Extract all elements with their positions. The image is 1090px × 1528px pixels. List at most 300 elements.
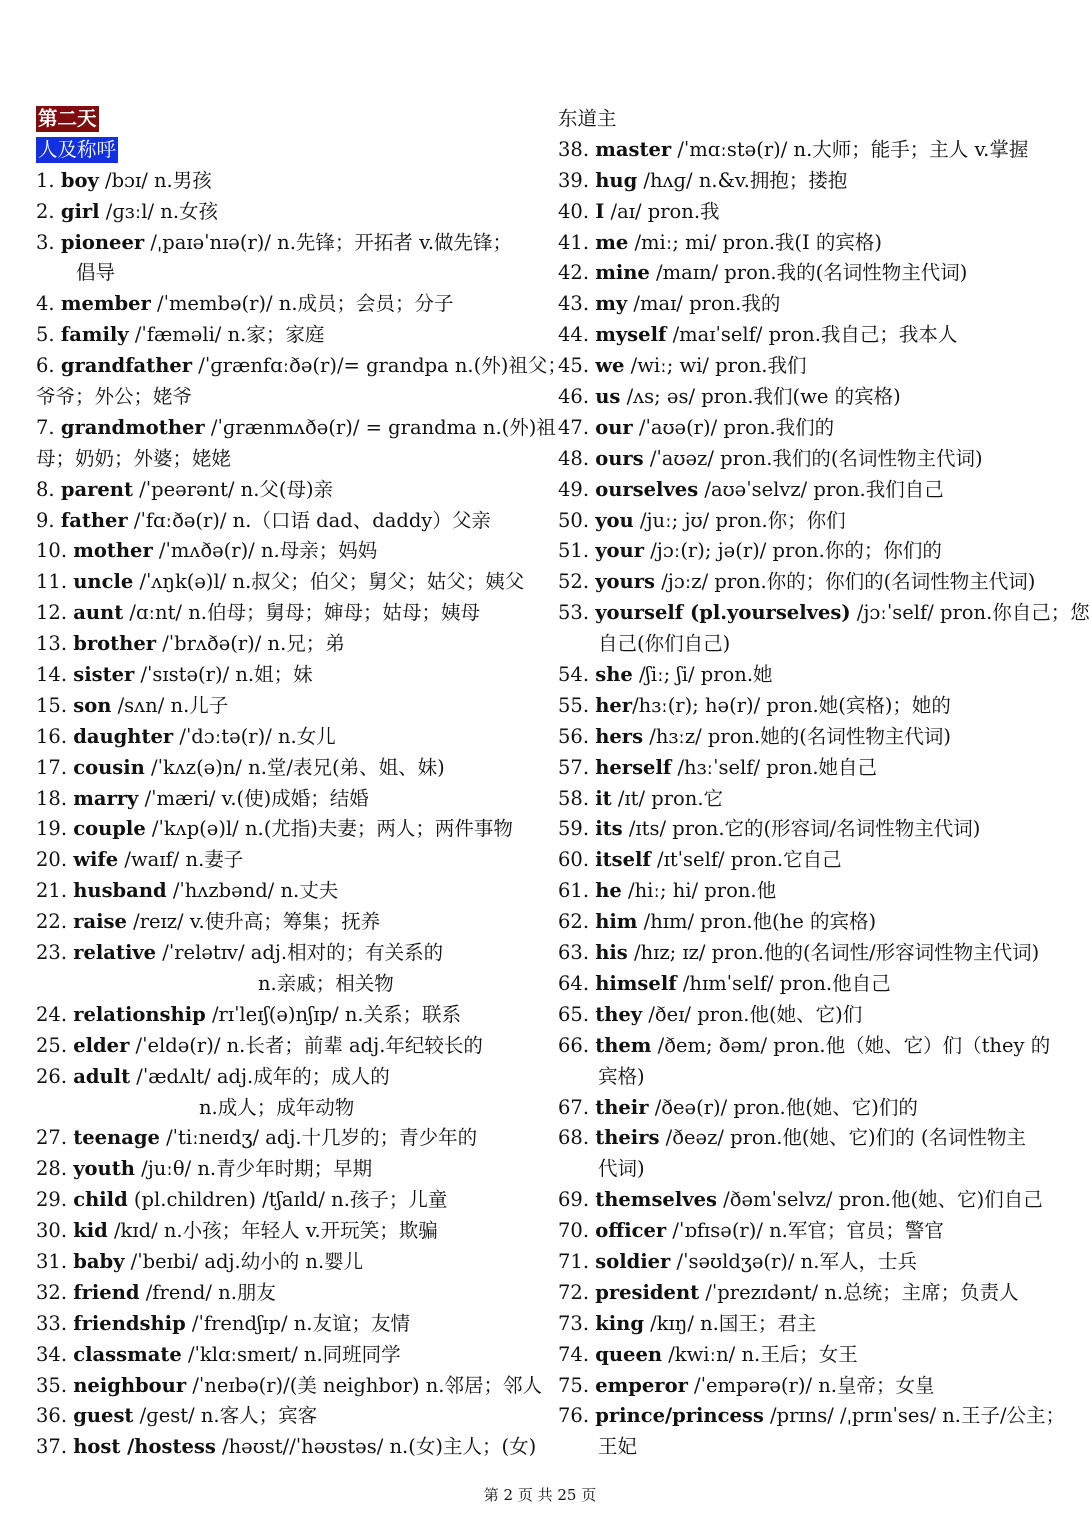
vocab-entry xyxy=(36,1247,541,1278)
entry-definition: /hɜːz/ pron.她的(名词性物主代词) xyxy=(643,724,951,748)
entry-definition: /ˈmʌðə(r)/ n.母亲；妈妈 xyxy=(152,539,378,563)
continuation-text: n.亲戚；相关物 xyxy=(258,971,394,995)
entry-continuation xyxy=(36,1093,541,1124)
entry-word: president xyxy=(595,1280,700,1304)
entry-definition: /ˈɡrænmʌðə(r)/ = grandma n.(外)祖 xyxy=(204,415,556,439)
entry-definition: /ˈaʊəz/ pron.我们的(名词性物主代词) xyxy=(643,446,983,470)
entry-definition: /ˈaʊə(r)/ pron.我们的 xyxy=(632,415,835,439)
entry-definition: /hʌɡ/ n.&v.拥抱；搂抱 xyxy=(637,168,848,192)
entry-number: 2. xyxy=(36,199,61,223)
entry-definition: /ˈmɑːstə(r)/ n.大师；能手；主人 v.掌握 xyxy=(671,137,1029,161)
entry-definition: /sʌn/ n.儿子 xyxy=(111,693,229,717)
entry-definition: /reɪz/ v.使升高；筹集；抚养 xyxy=(126,910,381,934)
entry-continuation xyxy=(36,382,541,413)
entry-definition: /wiː; wi/ pron.我们 xyxy=(624,354,807,378)
entry-definition: /ˈrelətɪv/ adj.相对的；有关系的 xyxy=(156,941,444,965)
entry-word: him xyxy=(595,910,638,934)
entry-number: 22. xyxy=(36,910,74,934)
entry-word: baby xyxy=(73,1249,125,1273)
vocab-entry xyxy=(558,475,1058,506)
entry-definition: /ˈmembə(r)/ n.成员；会员；分子 xyxy=(150,292,454,316)
entry-definition: /ˈfæməli/ n.家；家庭 xyxy=(128,323,325,347)
vocab-entry xyxy=(36,289,541,320)
entry-number: 36. xyxy=(36,1404,74,1428)
entry-word: mine xyxy=(595,261,650,285)
entry-word: queen xyxy=(595,1342,663,1366)
entry-definition: /ˈbeɪbi/ adj.幼小的 n.婴儿 xyxy=(124,1249,364,1273)
entry-number: 52. xyxy=(558,570,596,594)
vocab-entry xyxy=(558,135,1058,166)
vocab-entry xyxy=(36,1340,541,1371)
entry-definition: /ðeɪ/ pron.他(她、它)们 xyxy=(642,1002,863,1026)
entry-definition: /juː; jʊ/ pron.你；你们 xyxy=(633,508,846,532)
entry-word: uncle xyxy=(73,570,134,594)
entry-number: 64. xyxy=(558,971,596,995)
vocab-entry xyxy=(558,845,1058,876)
entry-definition: /maɪ/ pron.我的 xyxy=(627,292,781,316)
entry-number: 8. xyxy=(36,477,61,501)
entry-number: 66. xyxy=(558,1033,596,1057)
entry-word: raise xyxy=(73,910,127,934)
entry-word: they xyxy=(595,1002,643,1026)
entry-word: youth xyxy=(73,1157,135,1181)
entry-number: 1. xyxy=(36,168,61,192)
vocab-entry xyxy=(558,907,1058,938)
vocab-entry xyxy=(558,1371,1058,1402)
entry-number: 3. xyxy=(36,230,61,254)
continuation-text: 东道主 xyxy=(558,107,617,130)
entry-word: prince/princess xyxy=(595,1404,764,1428)
entry-definition: /ðeə(r)/ pron.他(她、它)们的 xyxy=(648,1095,918,1119)
entry-word: we xyxy=(595,354,625,378)
entry-definition: /ɪt/ pron.它 xyxy=(611,786,724,810)
entry-word: host /hostess xyxy=(73,1435,216,1459)
entry-word: myself xyxy=(595,323,667,347)
vocab-entry xyxy=(558,413,1058,444)
entry-definition: /maɪn/ pron.我的(名词性物主代词) xyxy=(649,261,968,285)
vocab-entry xyxy=(558,753,1058,784)
continuation-text: 代词) xyxy=(598,1157,645,1181)
entry-number: 53. xyxy=(558,601,596,625)
vocab-entry xyxy=(558,691,1058,722)
vocab-entry xyxy=(36,722,541,753)
vocab-entry xyxy=(36,166,541,197)
entry-number: 37. xyxy=(36,1435,74,1459)
entry-word: classmate xyxy=(73,1342,182,1366)
entry-definition: /kɪd/ n.小孩；年轻人 v.开玩笑；欺骗 xyxy=(107,1219,438,1243)
entry-number: 62. xyxy=(558,910,596,934)
entry-definition: /ˈsəʊldʒə(r)/ n.军人，士兵 xyxy=(670,1249,917,1273)
entry-number: 46. xyxy=(558,385,596,409)
entry-definition: /rɪˈleɪʃ(ə)nʃɪp/ n.关系；联系 xyxy=(205,1002,462,1026)
entry-word: it xyxy=(595,786,612,810)
entry-word: ours xyxy=(595,446,644,470)
entry-number: 19. xyxy=(36,817,74,841)
entry-word: you xyxy=(595,508,634,532)
vocab-entry xyxy=(558,1278,1058,1309)
entry-definition: /ˈkʌz(ə)n/ n.堂/表兄(弟、姐、妹) xyxy=(144,755,445,779)
entry-definition: /hiː; hi/ pron.他 xyxy=(621,879,777,903)
entry-number: 11. xyxy=(36,570,74,594)
vocab-entry xyxy=(558,1123,1058,1154)
vocab-entry xyxy=(36,351,567,382)
entry-definition: /ʃiː; ʃi/ pron.她 xyxy=(632,663,773,687)
entry-word: parent xyxy=(60,477,133,501)
entry-number: 33. xyxy=(36,1311,74,1335)
vocab-entry xyxy=(558,969,1058,1000)
entry-number: 61. xyxy=(558,879,596,903)
entry-word: theirs xyxy=(595,1126,660,1150)
entry-number: 4. xyxy=(36,292,61,316)
entry-definition: /hɪmˈself/ pron.他自己 xyxy=(676,971,891,995)
entry-word: member xyxy=(60,292,151,316)
right-column xyxy=(558,104,1090,1463)
entry-word: adult xyxy=(73,1064,131,1088)
entry-word: herself xyxy=(595,755,672,779)
entry-continuation xyxy=(558,1432,1058,1463)
entry-definition: /ɪtˈself/ pron.它自己 xyxy=(650,848,842,872)
entry-word: yours xyxy=(595,570,655,594)
continuation-text: 母；奶奶；外婆；姥姥 xyxy=(36,446,232,470)
entry-definition: /ðəmˈselvz/ pron.他(她、它)们自己 xyxy=(716,1188,1043,1212)
entry-word: sister xyxy=(73,663,135,687)
continuation-text: 宾格) xyxy=(598,1064,645,1088)
entry-definition: /maɪˈself/ pron.我自己；我本人 xyxy=(666,323,958,347)
entry-word: itself xyxy=(595,848,651,872)
entry-number: 48. xyxy=(558,446,596,470)
entry-number: 70. xyxy=(558,1219,596,1243)
entry-number: 38. xyxy=(558,137,596,161)
entry-word: mother xyxy=(73,539,153,563)
entry-word: brother xyxy=(73,632,156,656)
entry-word: his xyxy=(595,941,628,965)
entry-number: 13. xyxy=(36,632,74,656)
entry-word: relationship xyxy=(73,1002,206,1026)
entry-number: 45. xyxy=(558,354,596,378)
entry-definition: /ðem; ðəm/ pron.他（她、它）们（they 的 xyxy=(651,1033,1051,1057)
entry-number: 10. xyxy=(36,539,74,563)
vocab-entry xyxy=(36,1401,541,1432)
entry-word: marry xyxy=(73,786,139,810)
entry-word: I xyxy=(595,199,605,223)
vocab-entry xyxy=(36,814,541,845)
entry-word: neighbour xyxy=(73,1373,187,1397)
vocab-entry xyxy=(558,660,1058,691)
vocab-entry xyxy=(558,938,1058,969)
entry-number: 9. xyxy=(36,508,61,532)
vocab-entry xyxy=(36,660,541,691)
vocab-entry xyxy=(558,814,1058,845)
left-column xyxy=(36,104,567,1463)
entry-definition: /ʌs; əs/ pron.我们(we 的宾格) xyxy=(620,385,901,409)
entry-word: soldier xyxy=(595,1249,671,1273)
entry-word: her xyxy=(595,693,633,717)
entry-definition: /jɔːˈself/ pron.你自己；您 xyxy=(850,601,1090,625)
entry-definition: /ˈhʌzbənd/ n.丈夫 xyxy=(166,879,339,903)
entry-word: couple xyxy=(73,817,146,841)
vocab-entry xyxy=(558,1031,1058,1062)
entry-number: 44. xyxy=(558,323,596,347)
entry-word: themselves xyxy=(595,1188,717,1212)
entry-definition: /ˈædʌlt/ adj.成年的；成人的 xyxy=(130,1064,390,1088)
vocab-entry xyxy=(36,413,556,444)
entry-number: 71. xyxy=(558,1249,596,1273)
entry-word: our xyxy=(595,415,633,439)
entry-word: teenage xyxy=(73,1126,160,1150)
entry-number: 49. xyxy=(558,477,596,501)
entry-word: master xyxy=(595,137,672,161)
entry-number: 5. xyxy=(36,323,61,347)
entry-number: 76. xyxy=(558,1404,596,1428)
entry-number: 29. xyxy=(36,1188,74,1212)
entry-number: 69. xyxy=(558,1188,596,1212)
entry-number: 41. xyxy=(558,230,596,254)
entry-word: yourself (pl.yourselves) xyxy=(595,601,851,625)
entry-number: 58. xyxy=(558,786,596,810)
entry-definition: /jɔː(r); jə(r)/ pron.你的；你们的 xyxy=(644,539,942,563)
vocab-entry xyxy=(558,876,1058,907)
entry-definition: /ɪts/ pron.它的(形容词/名词性物主代词) xyxy=(622,817,981,841)
entry-number: 72. xyxy=(558,1280,596,1304)
entry-word: girl xyxy=(60,199,100,223)
vocab-entry xyxy=(558,722,1058,753)
entry-continuation xyxy=(36,444,541,475)
vocab-entry xyxy=(36,1062,541,1093)
entry-continuation xyxy=(36,258,541,289)
section-title-row xyxy=(36,135,541,166)
entry-definition: /ˈtiːneɪdʒ/ adj.十几岁的；青少年的 xyxy=(159,1126,478,1150)
entry-number: 30. xyxy=(36,1219,74,1243)
entry-number: 27. xyxy=(36,1126,74,1150)
entry-number: 32. xyxy=(36,1280,74,1304)
entry-number: 43. xyxy=(558,292,596,316)
entry-definition: /ˈfrendʃɪp/ n.友谊；友情 xyxy=(185,1311,411,1335)
vocab-entry xyxy=(36,320,541,351)
entry-definition: /miː; mi/ pron.我(I 的宾格) xyxy=(628,230,883,254)
entry-word: boy xyxy=(60,168,99,192)
vocab-entry xyxy=(36,691,541,722)
vocab-entry xyxy=(36,197,541,228)
entry-definition: /bɔɪ/ n.男孩 xyxy=(98,168,212,192)
entry-word: me xyxy=(595,230,629,254)
entry-number: 67. xyxy=(558,1095,596,1119)
vocab-entry xyxy=(36,1185,541,1216)
entry-definition: /ɡɜːl/ n.女孩 xyxy=(99,199,219,223)
entry-number: 63. xyxy=(558,941,596,965)
entry-word: family xyxy=(60,323,129,347)
entry-number: 50. xyxy=(558,508,596,532)
entry-definition: /ˈpeərənt/ n.父(母)亲 xyxy=(132,477,334,501)
entry-definition: /kwiːn/ n.王后；女王 xyxy=(662,1342,858,1366)
entry-continuation xyxy=(558,629,1058,660)
vocab-entry xyxy=(558,228,1058,259)
entry-word: them xyxy=(595,1033,652,1057)
entry-word: grandfather xyxy=(60,354,193,378)
entry-continuation xyxy=(558,104,1058,135)
entry-number: 68. xyxy=(558,1126,596,1150)
entry-definition: /ˈkʌp(ə)l/ n.(尤指)夫妻；两人；两件事物 xyxy=(145,817,513,841)
vocab-entry xyxy=(36,1000,541,1031)
entry-number: 35. xyxy=(36,1373,74,1397)
vocab-entry xyxy=(558,1401,1066,1432)
continuation-text: 倡导 xyxy=(76,261,116,285)
entry-definition: /hɜː(r); hə(r)/ pron.她(宾格)；她的 xyxy=(632,693,951,717)
entry-definition: /ˈɡrænfɑːðə(r)/= grandpa n.(外)祖父； xyxy=(192,354,567,378)
entry-word: he xyxy=(595,879,622,903)
entry-definition: /kɪŋ/ n.国王；君主 xyxy=(643,1311,817,1335)
vocab-entry xyxy=(558,166,1058,197)
entry-number: 51. xyxy=(558,539,596,563)
entry-number: 24. xyxy=(36,1002,74,1026)
entry-word: son xyxy=(73,693,112,717)
vocab-entry xyxy=(558,320,1058,351)
vocab-entry xyxy=(36,1123,541,1154)
entry-word: child xyxy=(73,1188,128,1212)
entry-definition: /aɪ/ pron.我 xyxy=(604,199,720,223)
day-title-row xyxy=(36,104,541,135)
continuation-text: 王妃 xyxy=(598,1435,638,1459)
vocab-entry xyxy=(36,753,541,784)
entry-word: us xyxy=(595,385,621,409)
vocab-entry xyxy=(36,1031,541,1062)
entry-number: 65. xyxy=(558,1002,596,1026)
entry-definition: /ɑːnt/ n.伯母；舅母；婶母；姑母；姨母 xyxy=(123,601,480,625)
continuation-text: n.成人；成年动物 xyxy=(199,1095,355,1119)
entry-word: elder xyxy=(73,1033,130,1057)
entry-definition: /ˈempərə(r)/ n.皇帝；女皇 xyxy=(687,1373,935,1397)
entry-definition: /jɔːz/ pron.你的；你们的(名词性物主代词) xyxy=(655,570,1036,594)
entry-word: relative xyxy=(73,941,157,965)
entry-word: your xyxy=(595,539,645,563)
entry-definition: /hɜːˈself/ pron.她自己 xyxy=(671,755,878,779)
vocab-entry xyxy=(36,1371,541,1402)
entry-number: 23. xyxy=(36,941,74,965)
vocab-entry xyxy=(558,197,1058,228)
vocab-entry xyxy=(558,567,1058,598)
vocab-entry xyxy=(36,567,541,598)
entry-definition: /hɪm/ pron.他(he 的宾格) xyxy=(637,910,877,934)
entry-number: 7. xyxy=(36,415,61,439)
entry-definition: /aʊəˈselvz/ pron.我们自己 xyxy=(698,477,944,501)
entry-number: 12. xyxy=(36,601,74,625)
vocab-entry xyxy=(36,907,541,938)
vocab-entry xyxy=(558,382,1058,413)
entry-definition: /ˌpaɪəˈnɪə(r)/ n.先锋；开拓者 v.做先锋； xyxy=(144,230,513,254)
entry-number: 25. xyxy=(36,1033,74,1057)
entry-number: 31. xyxy=(36,1249,74,1273)
vocab-entry xyxy=(36,938,541,969)
entry-word: its xyxy=(595,817,623,841)
entry-definition: /ðeəz/ pron.他(她、它)们的 (名词性物主 xyxy=(659,1126,1026,1150)
entry-definition: /ˈklɑːsmeɪt/ n.同班同学 xyxy=(181,1342,401,1366)
vocab-entry xyxy=(36,1309,541,1340)
entry-continuation xyxy=(36,969,541,1000)
entry-number: 20. xyxy=(36,848,74,872)
vocab-entry xyxy=(558,1185,1058,1216)
entry-definition: /həʊst//ˈhəʊstəs/ n.(女)主人；(女) xyxy=(215,1435,537,1459)
entry-word: pioneer xyxy=(60,230,145,254)
entry-definition: /ˈfɑːðə(r)/ n.（口语 dad、daddy）父亲 xyxy=(127,508,491,532)
entry-definition: /ˈʌŋk(ə)l/ n.叔父；伯父；舅父；姑父；姨父 xyxy=(133,570,525,594)
vocab-entry xyxy=(558,784,1058,815)
entry-definition: /ˈneɪbə(r)/(美 neighbor) n.邻居；邻人 xyxy=(186,1373,543,1397)
entry-continuation xyxy=(558,1154,1058,1185)
entry-definition: /hɪz; ɪz/ pron.他的(名词性/形容词性物主代词) xyxy=(627,941,1040,965)
vocab-entry xyxy=(36,1216,541,1247)
entry-word: wife xyxy=(73,848,119,872)
vocab-entry xyxy=(558,1000,1058,1031)
entry-number: 16. xyxy=(36,724,74,748)
entry-word: husband xyxy=(73,879,167,903)
entry-number: 18. xyxy=(36,786,74,810)
entry-word: my xyxy=(595,292,628,316)
entry-definition: /ˈbrʌðə(r)/ n.兄；弟 xyxy=(156,632,345,656)
entry-definition: (pl.children) /tʃaɪld/ n.孩子；儿童 xyxy=(127,1188,448,1212)
vocab-entry xyxy=(558,1093,1058,1124)
entry-number: 75. xyxy=(558,1373,596,1397)
entry-word: she xyxy=(595,663,633,687)
entry-number: 17. xyxy=(36,755,74,779)
vocab-entry xyxy=(558,506,1058,537)
entry-word: ourselves xyxy=(595,477,699,501)
vocab-entry xyxy=(36,228,541,259)
entry-word: kid xyxy=(73,1219,108,1243)
entry-word: daughter xyxy=(73,724,174,748)
entry-definition: /prɪns/ /ˌprɪnˈses/ n.王子/公主； xyxy=(763,1404,1066,1428)
vocab-entry xyxy=(558,598,1090,629)
entry-number: 42. xyxy=(558,261,596,285)
vocab-entry xyxy=(36,784,541,815)
entry-definition: /ˈsɪstə(r)/ n.姐；妹 xyxy=(134,663,313,687)
entry-word: friendship xyxy=(73,1311,186,1335)
entry-word: himself xyxy=(595,971,677,995)
entry-definition: /waɪf/ n.妻子 xyxy=(118,848,244,872)
entry-word: emperor xyxy=(595,1373,688,1397)
vocab-entry xyxy=(558,289,1058,320)
entry-definition: /ˈprezɪdənt/ n.总统；主席；负责人 xyxy=(699,1280,1019,1304)
vocab-entry xyxy=(36,1154,541,1185)
vocab-entry xyxy=(36,629,541,660)
entry-number: 6. xyxy=(36,354,61,378)
entry-number: 47. xyxy=(558,415,596,439)
vocab-entry xyxy=(36,1278,541,1309)
continuation-text: 自己(你们自己) xyxy=(598,632,731,656)
entry-word: aunt xyxy=(73,601,124,625)
entry-definition: /ˈdɔːtə(r)/ n.女儿 xyxy=(173,724,336,748)
entry-number: 28. xyxy=(36,1157,74,1181)
page-footer: 第 2 页 共 25 页 xyxy=(483,1486,597,1504)
vocab-entry xyxy=(36,536,541,567)
entry-word: officer xyxy=(595,1219,667,1243)
vocab-entry xyxy=(36,876,541,907)
entry-word: father xyxy=(60,508,128,532)
vocab-entry xyxy=(558,1309,1058,1340)
entry-definition: /ˈmæri/ v.(使)成婚；结婚 xyxy=(138,786,369,810)
entry-word: hers xyxy=(595,724,644,748)
entry-number: 21. xyxy=(36,879,74,903)
vocab-entry xyxy=(558,351,1058,382)
entry-number: 39. xyxy=(558,168,596,192)
entry-definition: /ɡest/ n.客人；宾客 xyxy=(133,1404,318,1428)
day-title: 第二天 xyxy=(38,107,97,130)
entry-number: 59. xyxy=(558,817,596,841)
entry-number: 15. xyxy=(36,693,74,717)
entry-number: 57. xyxy=(558,755,596,779)
entry-word: hug xyxy=(595,168,638,192)
vocab-entry xyxy=(36,598,541,629)
entry-number: 55. xyxy=(558,693,596,717)
vocab-entry xyxy=(558,444,1058,475)
